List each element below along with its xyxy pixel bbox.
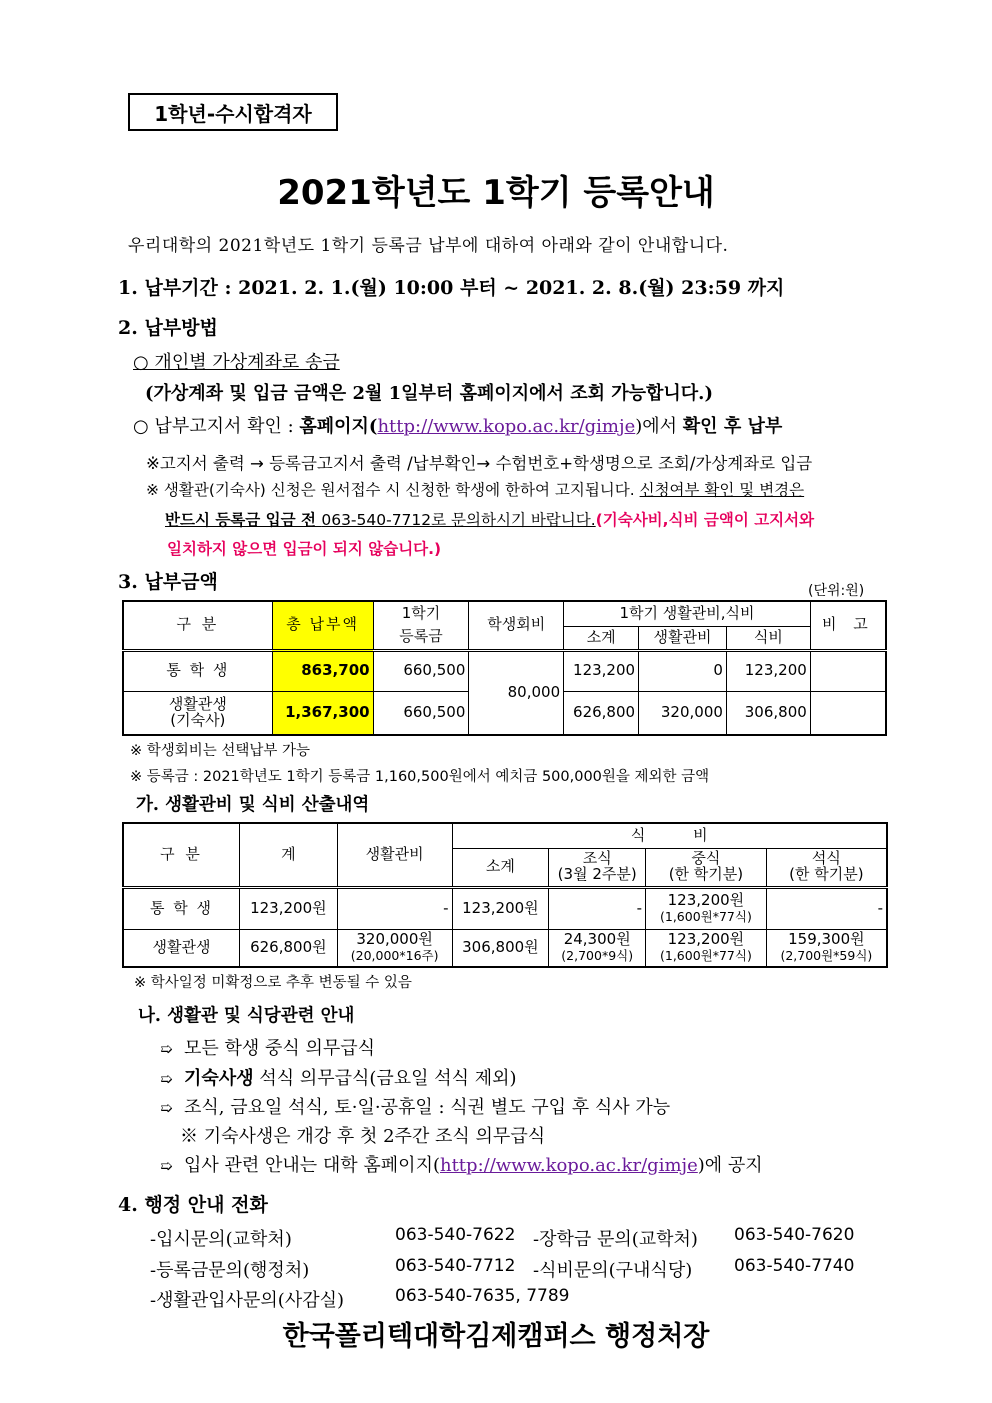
payment-amount-table bbox=[122, 600, 887, 736]
th2-gubun: 구 분 bbox=[123, 823, 239, 887]
dorm-info-item bbox=[160, 1093, 670, 1119]
row-dinner-value: 159,300원 bbox=[788, 930, 865, 948]
row-label bbox=[123, 691, 272, 735]
dorm-info-item bbox=[160, 1034, 375, 1060]
row-remark bbox=[810, 691, 886, 735]
contact-phone: 063-540-7622 bbox=[395, 1225, 516, 1245]
row-subtotal: 626,800 bbox=[564, 691, 639, 735]
th-total: 총 납부액 bbox=[272, 601, 373, 650]
dorm-note-underline: 신청여부 확인 및 변경은 bbox=[639, 481, 805, 499]
contact-phone: 063-540-7740 bbox=[734, 1256, 855, 1276]
row-dinner: - bbox=[766, 887, 887, 929]
cost-breakdown-heading: 가. 생활관비 및 식비 산출내역 bbox=[136, 795, 370, 815]
row-living-value: 320,000원 bbox=[356, 930, 433, 948]
issuer-signature: 한국폴리텍대학김제캠퍼스 행정처장 bbox=[282, 1321, 710, 1352]
row-lunch-value: 123,200원 bbox=[667, 890, 745, 909]
th2-sum: 계 bbox=[239, 823, 337, 887]
row-total: 863,700 bbox=[272, 650, 373, 691]
amount-heading: 3. 납부금액 bbox=[118, 571, 218, 593]
row-breakfast: - bbox=[549, 887, 646, 929]
homepage-link[interactable]: http://www.kopo.ac.kr/gimje bbox=[439, 1155, 698, 1176]
homepage-label: 홈페이지( bbox=[299, 416, 378, 437]
row-lunch bbox=[646, 929, 767, 967]
row-living: - bbox=[337, 887, 452, 929]
row-lunch bbox=[646, 887, 767, 929]
unit-label: (단위:원) bbox=[808, 583, 865, 599]
contact-label: -생활관입사문의(사감실) bbox=[150, 1290, 345, 1311]
virtual-account-label: ○ 개인별 가상계좌로 송금 bbox=[133, 352, 340, 373]
table-row bbox=[123, 887, 887, 929]
row-subtotal: 306,800원 bbox=[452, 929, 549, 967]
dorm-info-text: 석식 의무급식(금요일 석식 제외) bbox=[253, 1068, 517, 1089]
arrow-icon: ➯ bbox=[160, 1040, 173, 1058]
contact-label: -입시문의(교학처) bbox=[150, 1229, 292, 1250]
row-remark bbox=[810, 650, 886, 691]
contact-phone: 063-540-7635, 7789 bbox=[395, 1286, 570, 1306]
dorm-info-item bbox=[160, 1064, 517, 1090]
th2-meal-group: 식 비 bbox=[452, 823, 887, 848]
grade-tag: 1학년-수시합격자 bbox=[128, 93, 338, 131]
row-living: 0 bbox=[639, 650, 727, 691]
contact-heading: 4. 행정 안내 전화 bbox=[118, 1194, 268, 1216]
row-breakfast-calc: (2,700*9식) bbox=[561, 947, 634, 963]
th2-living: 생활관비 bbox=[337, 823, 452, 887]
row-sum: 626,800원 bbox=[239, 929, 337, 967]
row-subtotal: 123,200 bbox=[564, 650, 639, 691]
row-total: 1,367,300 bbox=[272, 691, 373, 735]
th2-lunch-sub: (한 학기분) bbox=[668, 865, 744, 883]
th2-lunch-label: 중식 bbox=[691, 849, 721, 868]
tuition-note: ※ 등록금 : 2021학년도 1학기 등록금 1,160,500원에서 예치금 500,000원을 제외한 금액 bbox=[130, 769, 710, 785]
dorm-info-bold: 기숙사생 bbox=[184, 1068, 254, 1089]
contact-label: -등록금문의(행정처) bbox=[150, 1260, 310, 1281]
th-tuition-2: 등록금 bbox=[373, 626, 469, 650]
contact-label: -장학금 문의(교학처) bbox=[533, 1229, 698, 1250]
dorm-note-phone: 063-540-7712로 문의하시기 바랍니다. bbox=[321, 511, 596, 529]
bill-print-note: ※고지서 출력 → 등록금고지서 출력 /납부확인→ 수험번호+학생명으로 조회/가상계좌로 입금 bbox=[146, 454, 813, 473]
row-sum: 123,200원 bbox=[239, 887, 337, 929]
th2-lunch bbox=[646, 848, 767, 887]
dorm-note-must: 반드시 등록금 입금 전 bbox=[165, 511, 322, 529]
contact-phone: 063-540-7620 bbox=[734, 1225, 855, 1245]
bill-check-mid: )에서 bbox=[635, 416, 683, 437]
row-dinner bbox=[766, 929, 887, 967]
th2-subtotal: 소계 bbox=[452, 848, 549, 887]
row-lunch-value: 123,200원 bbox=[667, 930, 745, 948]
dorm-note bbox=[146, 478, 804, 500]
th-remark: 비 고 bbox=[810, 601, 886, 650]
th-gubun: 구 분 bbox=[123, 601, 272, 650]
dorm-note-text: ※ 생활관(기숙사) 신청은 원서접수 시 신청한 학생에 한하여 고지됩니다. bbox=[146, 481, 640, 499]
bill-check-item bbox=[133, 412, 782, 438]
homepage-link[interactable]: http://www.kopo.ac.kr/gimje bbox=[377, 416, 636, 437]
dorm-info-text: 모든 학생 중식 의무급식 bbox=[184, 1038, 376, 1059]
dorm-info-heading: 나. 생활관 및 식당관련 안내 bbox=[138, 1006, 355, 1026]
dorm-note-2 bbox=[165, 508, 814, 530]
row-label-main: 생활관생 bbox=[168, 695, 227, 713]
virtual-account-item bbox=[133, 348, 340, 374]
row-lunch-calc: (1,600원*77식) bbox=[659, 908, 752, 924]
row-dinner-calc: (2,700원*59식) bbox=[780, 947, 873, 963]
row-breakfast-value: 24,300원 bbox=[563, 930, 631, 948]
breakfast-note: ※ 기숙사생은 개강 후 첫 2주간 조식 의무급식 bbox=[180, 1126, 546, 1147]
dorm-note-warning: (기숙사비,식비 금액이 고지서와 bbox=[595, 511, 815, 529]
row-tuition: 660,500 bbox=[373, 650, 469, 691]
row-living bbox=[337, 929, 452, 967]
contact-phone: 063-540-7712 bbox=[395, 1256, 516, 1276]
dorm-note-warning-2: 일치하지 않으면 입금이 되지 않습니다.) bbox=[167, 540, 442, 558]
row-meal: 306,800 bbox=[726, 691, 810, 735]
dorm-info-text: 입사 관련 안내는 대학 홈페이지( bbox=[184, 1155, 440, 1176]
row-label: 생활관생 bbox=[123, 929, 239, 967]
th2-breakfast-sub: (3월 2주분) bbox=[557, 865, 637, 883]
th2-dinner bbox=[766, 848, 887, 887]
intro-text: 우리대학의 2021학년도 1학기 등록금 납부에 대하여 아래와 같이 안내합니다. bbox=[128, 236, 729, 256]
council-note: ※ 학생회비는 선택납부 가능 bbox=[130, 743, 311, 759]
bill-check-post: 확인 후 납부 bbox=[682, 416, 783, 437]
virtual-account-note: (가상계좌 및 입금 금액은 2월 1일부터 홈페이지에서 조회 가능합니다.) bbox=[145, 383, 713, 404]
arrow-icon: ➯ bbox=[160, 1099, 173, 1117]
th2-dinner-sub: (한 학기분) bbox=[789, 865, 864, 883]
dorm-info-text-end: )에 공지 bbox=[697, 1155, 763, 1176]
dorm-info-item bbox=[160, 1151, 763, 1177]
arrow-icon: ➯ bbox=[160, 1070, 173, 1088]
th2-dinner-label: 석식 bbox=[811, 849, 841, 868]
row-meal: 123,200 bbox=[726, 650, 810, 691]
row-label-sub: (기숙사) bbox=[170, 710, 226, 729]
row-label: 통 학 생 bbox=[123, 887, 239, 929]
row-lunch-calc: (1,600원*77식) bbox=[659, 947, 752, 963]
th-living-group: 1학기 생활관비,식비 bbox=[564, 601, 811, 626]
th-living: 생활관비 bbox=[639, 626, 727, 650]
table-row bbox=[123, 929, 887, 967]
row-breakfast bbox=[549, 929, 646, 967]
th2-breakfast bbox=[549, 848, 646, 887]
table-row bbox=[123, 650, 886, 691]
row-tuition: 660,500 bbox=[373, 691, 469, 735]
dorm-info-text: 조식, 금요일 석식, 토·일·공휴일 : 식권 별도 구입 후 식사 가능 bbox=[184, 1097, 671, 1118]
row-subtotal: 123,200원 bbox=[452, 887, 549, 929]
page-title: 2021학년도 1학기 등록안내 bbox=[277, 173, 715, 213]
row-living-calc: (20,000*16주) bbox=[350, 947, 439, 963]
contact-label: -식비문의(구내식당) bbox=[533, 1260, 693, 1281]
payment-period: 1. 납부기간 : 2021. 2. 1.(월) 10:00 부터 ~ 2021. 2. 8.(월) 23:59 까지 bbox=[118, 277, 785, 299]
council-fee: 80,000 bbox=[469, 650, 564, 735]
row-living: 320,000 bbox=[639, 691, 727, 735]
th2-breakfast-label: 조식 bbox=[582, 849, 612, 868]
th-meal: 식비 bbox=[726, 626, 810, 650]
bill-check-label: ○ 납부고지서 확인 : bbox=[133, 416, 300, 437]
th-council: 학생회비 bbox=[469, 601, 564, 650]
arrow-icon: ➯ bbox=[160, 1157, 173, 1175]
th-subtotal: 소계 bbox=[564, 626, 639, 650]
th-tuition-1: 1학기 bbox=[373, 601, 469, 626]
row-label: 통 학 생 bbox=[123, 650, 272, 691]
schedule-note: ※ 학사일정 미확정으로 추후 변동될 수 있음 bbox=[134, 975, 412, 991]
cost-breakdown-table bbox=[122, 822, 888, 968]
payment-method-heading: 2. 납부방법 bbox=[118, 317, 218, 339]
